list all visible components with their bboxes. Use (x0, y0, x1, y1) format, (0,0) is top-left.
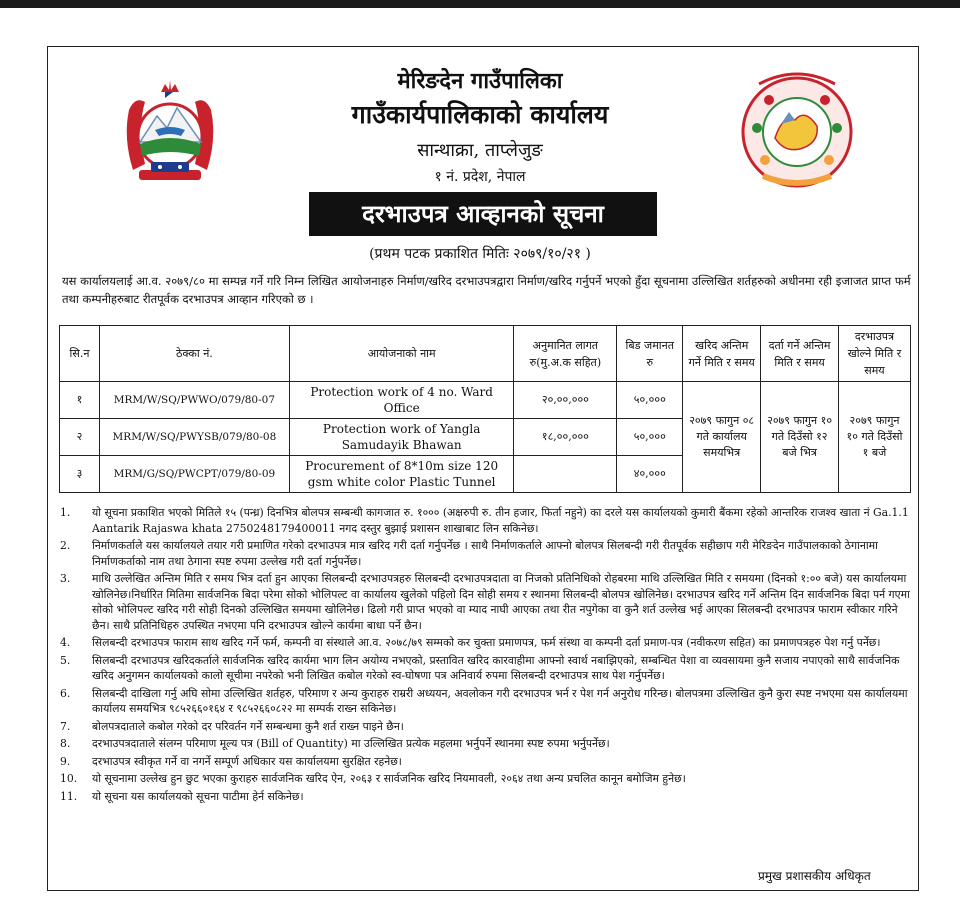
condition-item (60, 686, 910, 717)
condition-number: 10. (60, 772, 78, 785)
conditions-list (60, 505, 910, 806)
col-header-contract-no: ठेक्का नं. (99, 326, 289, 382)
col-header-bid-security: बिड जमानत रु (617, 326, 683, 382)
condition-item (60, 736, 910, 752)
condition-text: निर्माणकर्ताले यस कार्यालयले तयार गरी प्रमाणित गरेको दरभाउपत्र मात्र खरिद गरी दर्ता गर्नुपर्नेछ । साथै निर्माणकर्ताले आफ्नो बोलपत्र सिलबन्दी गरी रीतपूर्वक सहीछाप गरी मेरिङदेन गाउँपालकाको ठेगानामा निर्माणकर्ताको नाम तथा ठेगाना स्पष्ट रुपमा उल्लेख गरी दर्ता गर्नुपर्नेछ। (92, 539, 878, 568)
condition-text: माथि उल्लेखित अन्तिम मिति र समय भित्र दर्ता हुन आएका सिलबन्दी दरभाउपत्रहरु सिलबन्दी दरभाउपत्रदाता वा निजको प्रतिनिधिको रोहबरमा माथि उल्लिखित मिति र समयमा (दिनको १:०० बजे) यस कार्यालयमा खोलिनेछ।निर्धारित मितिमा सार्वजनिक बिदा परेमा सोको भोलिपल्ट वा कार्यालय खुलेको पहिलो दिन सोही समय र स्थानमा सिलबन्दी बोलपत्र खोलिनेछ। दरभाउपत्र खरिद गर्ने अन्तिम दिन सार्वजनिक बिदा पर्न गएमा सोको भोलिपल्ट खरिद गरी सोही दिनको उल्लिखित समयमा खोलिनेछ। ढिलो गरी प्राप्त भएको वा म्याद नाघी आएका तथा रीत नपुगेका वा कुनै शर्त उल्लेख भई आएका सिलबन्दी दरभाउपत्र फाराम स्वीकार गरिने छैन। साथै प्रतिनिधिहरु उपस्थित नभएमा पनि दरभाउपत्र खोल्ने कार्यमा बाधा पर्ने छैन। (92, 572, 910, 632)
condition-number: 4. (60, 636, 71, 649)
row-bid-security: ४०,००० (617, 456, 683, 493)
condition-number: 1. (60, 506, 71, 519)
condition-text: सिलबन्दी दरभाउपत्र फाराम साथ खरिद गर्ने फर्म, कम्पनी वा संस्थाले आ.व. २०७८/७९ सम्मको कर चुक्ता प्रमाणपत्र, फर्म संस्था वा कम्पनी दर्ता प्रमाण-पत्र (नवीकरण सहित) का प्रमाणपत्रहरु पेश गर्नु पर्नेछ। (92, 636, 881, 649)
row-estimated-cost: २०,००,००० (514, 382, 617, 419)
condition-item (60, 653, 910, 684)
row-sn: २ (60, 419, 100, 456)
condition-item (60, 505, 910, 536)
condition-text: यो सूचनामा उल्लेख हुन छुट भएका कुराहरु सार्वजनिक खरिद ऐन, २०६३ र सार्वजनिक खरिद नियमावली, २०६४ तथा अन्य प्रचलित कानून बमोजिम हुनेछ। (92, 772, 686, 785)
row-project-name: Protection work of Yangla Samudayik Bhawan (289, 419, 514, 456)
condition-text: सिलबन्दी दरभाउपत्र खरिदकर्ताले सार्वजनिक खरिद कार्यमा भाग लिन अयोग्य नभएको, प्रस्तावित खरिद कारवाहीमा आफ्नो स्वार्थ नबाझिएको, सम्बन्धित पेशा वा व्यवसायमा कुनै सजाय नपाएको साथै सार्वजनिक खरिद अनुगमन कार्यालयको कालो सूचीमा नपरेको भनी लिखित कबोल गरेको स्व-घोषणा पत्र अनिवार्य रुपमा सिलबन्दी दरभाउपत्र साथ पेश गर्नुपर्नेछ। (92, 653, 900, 682)
municipality-name: मेरिङदेन गाउँपालिका (397, 68, 563, 94)
row-bid-security: ५०,००० (617, 419, 683, 456)
row-project-name: Protection work of 4 no. Ward Office (289, 382, 514, 419)
row-sn: १ (60, 382, 100, 419)
condition-item (60, 635, 910, 651)
condition-number: 5. (60, 653, 71, 667)
condition-item (60, 771, 910, 787)
condition-text: दरभाउपत्रदाताले संलग्न परिमाण मूल्य पत्र (Bill of Quantity) मा उल्लिखित प्रत्येक महलमा भर्नुपर्ने स्थानमा स्पष्ट रुपमा भर्नुपर्नेछ। (92, 737, 610, 750)
row-project-name: Procurement of 8*10m size 120 gsm white color Plastic Tunnel (289, 456, 514, 493)
row-bid-security: ५०,००० (617, 382, 683, 419)
condition-number: 3. (60, 572, 71, 585)
col-header-submission-deadline: दर्ता गर्ने अन्तिम मिति र समय (761, 326, 839, 382)
office-name: गाउँकार्यपालिकाको कार्यालय (351, 100, 609, 129)
province-line: १ नं. प्रदेश, नेपाल (434, 169, 526, 185)
publication-date: (प्रथम पटक प्रकाशित मितिः २०७९/१०/२१ ) (369, 246, 591, 262)
row-estimated-cost (514, 456, 617, 493)
condition-item (60, 719, 910, 735)
condition-text: बोलपत्रदाताले कबोल गरेको दर परिवर्तन गर्ने सम्बन्धमा कुनै शर्त राख्न पाइने छैन। (92, 719, 404, 733)
condition-text: यो सूचना यस कार्यालयको सूचना पाटीमा हेर्न सकिनेछ। (92, 789, 304, 803)
row-estimated-cost: १८,००,००० (514, 419, 617, 456)
condition-number: 11. (60, 789, 78, 803)
purchase-deadline-cell: २०७९ फागुन ०८ गते कार्यालय समयभित्र (683, 382, 761, 493)
intro-paragraph: यस कार्यालयलाई आ.व. २०७९/८० मा सम्पन्न गर्ने गरि निम्न लिखित आयोजनाहरु निर्माण/खरिद दरभाउपत्रद्वारा निर्माण/खरिद गर्नुपर्ने भएको हुँदा सूचनामा उल्लिखित शर्तहरुको अधीनमा रही इजाजत प्राप्त फर्म तथा कम्पनीहरुबाट रीतपूर्वक दरभाउपत्र आव्हान गरिएको छ । (62, 274, 911, 306)
col-header-purchase-deadline: खरिद अन्तिम गर्ने मिति र समय (683, 326, 761, 382)
condition-item (60, 754, 910, 770)
condition-number: 2. (60, 539, 71, 552)
condition-item (60, 789, 910, 805)
condition-text: यो सूचना प्रकाशित भएको मितिले १५ (पन्ध्र) दिनभित्र बोलपत्र सम्बन्धी कागजात रु. १००० (अक्षरुपी रु. तीन हजार, फिर्ता नहुने) का दरले यस कार्यालयको कुमारी बैंकमा रहेको आन्तरिक राजश्व खाता नं Ga.1.1 Aantarik Rajaswa khata 2750248179400011 नगद दस्तुर बुझाई प्रशासन शाखाबाट लिन सकिनेछ। (92, 506, 909, 535)
condition-number: 9. (60, 754, 71, 768)
row-contract-no: MRM/W/SQ/PWWO/079/80-07 (99, 382, 289, 419)
condition-text: सिलबन्दी दाखिला गर्नु अघि सोमा उल्लिखित शर्तहरु, परिमाण र अन्य कुराहरु राम्ररी अध्ययन, अवलोकन गरी दरभाउपत्र भर्न र पेश गर्न अनुरोध गरिन्छ। बोलपत्रमा उल्लिखित कुनै कुरा स्पष्ट नभएमा यस कार्यालयमा कार्यालय समयभित्र ९८५२६६०१६४ र ९८५२६६०८२२ मा सम्पर्क राख्न सकिनेछ। (92, 686, 908, 715)
col-header-opening-time: दरभाउपत्र खोल्ने मिति र समय (839, 326, 911, 382)
row-contract-no: MRM/G/SQ/PWCPT/079/80-09 (99, 456, 289, 493)
col-header-estimated-cost: अनुमानित लागत रु(मु.अ.क सहित) (514, 326, 617, 382)
condition-item (60, 571, 910, 633)
condition-number: 6. (60, 686, 71, 700)
row-sn: ३ (60, 456, 100, 493)
office-address: सान्थाक्रा, ताप्लेजुङ (417, 140, 543, 161)
condition-number: 7. (60, 719, 71, 733)
top-dark-bar (0, 0, 960, 8)
condition-number: 8. (60, 737, 71, 750)
table-header-row (60, 326, 911, 382)
signatory-title: प्रमुख प्रशासकीय अधिकृत (758, 869, 871, 883)
col-header-sn: सि.न (60, 326, 100, 382)
opening-time-cell: २०७९ फागुन १० गते दिउँसो १ बजे (839, 382, 911, 493)
col-header-project-name: आयोजनाको नाम (289, 326, 514, 382)
condition-item (60, 538, 910, 569)
notice-title-banner: दरभाउपत्र आव्हानको सूचना (309, 192, 657, 236)
condition-text: दरभाउपत्र स्वीकृत गर्ने वा नगर्ने सम्पूर्ण अधिकार यस कार्यालयमा सुरक्षित रहनेछ। (92, 754, 402, 768)
submission-deadline-cell: २०७९ फागुन १० गते दिउँसो १२ बजे भित्र (761, 382, 839, 493)
row-contract-no: MRM/W/SQ/PWYSB/079/80-08 (99, 419, 289, 456)
table-row (60, 382, 911, 419)
bid-table (59, 325, 911, 493)
